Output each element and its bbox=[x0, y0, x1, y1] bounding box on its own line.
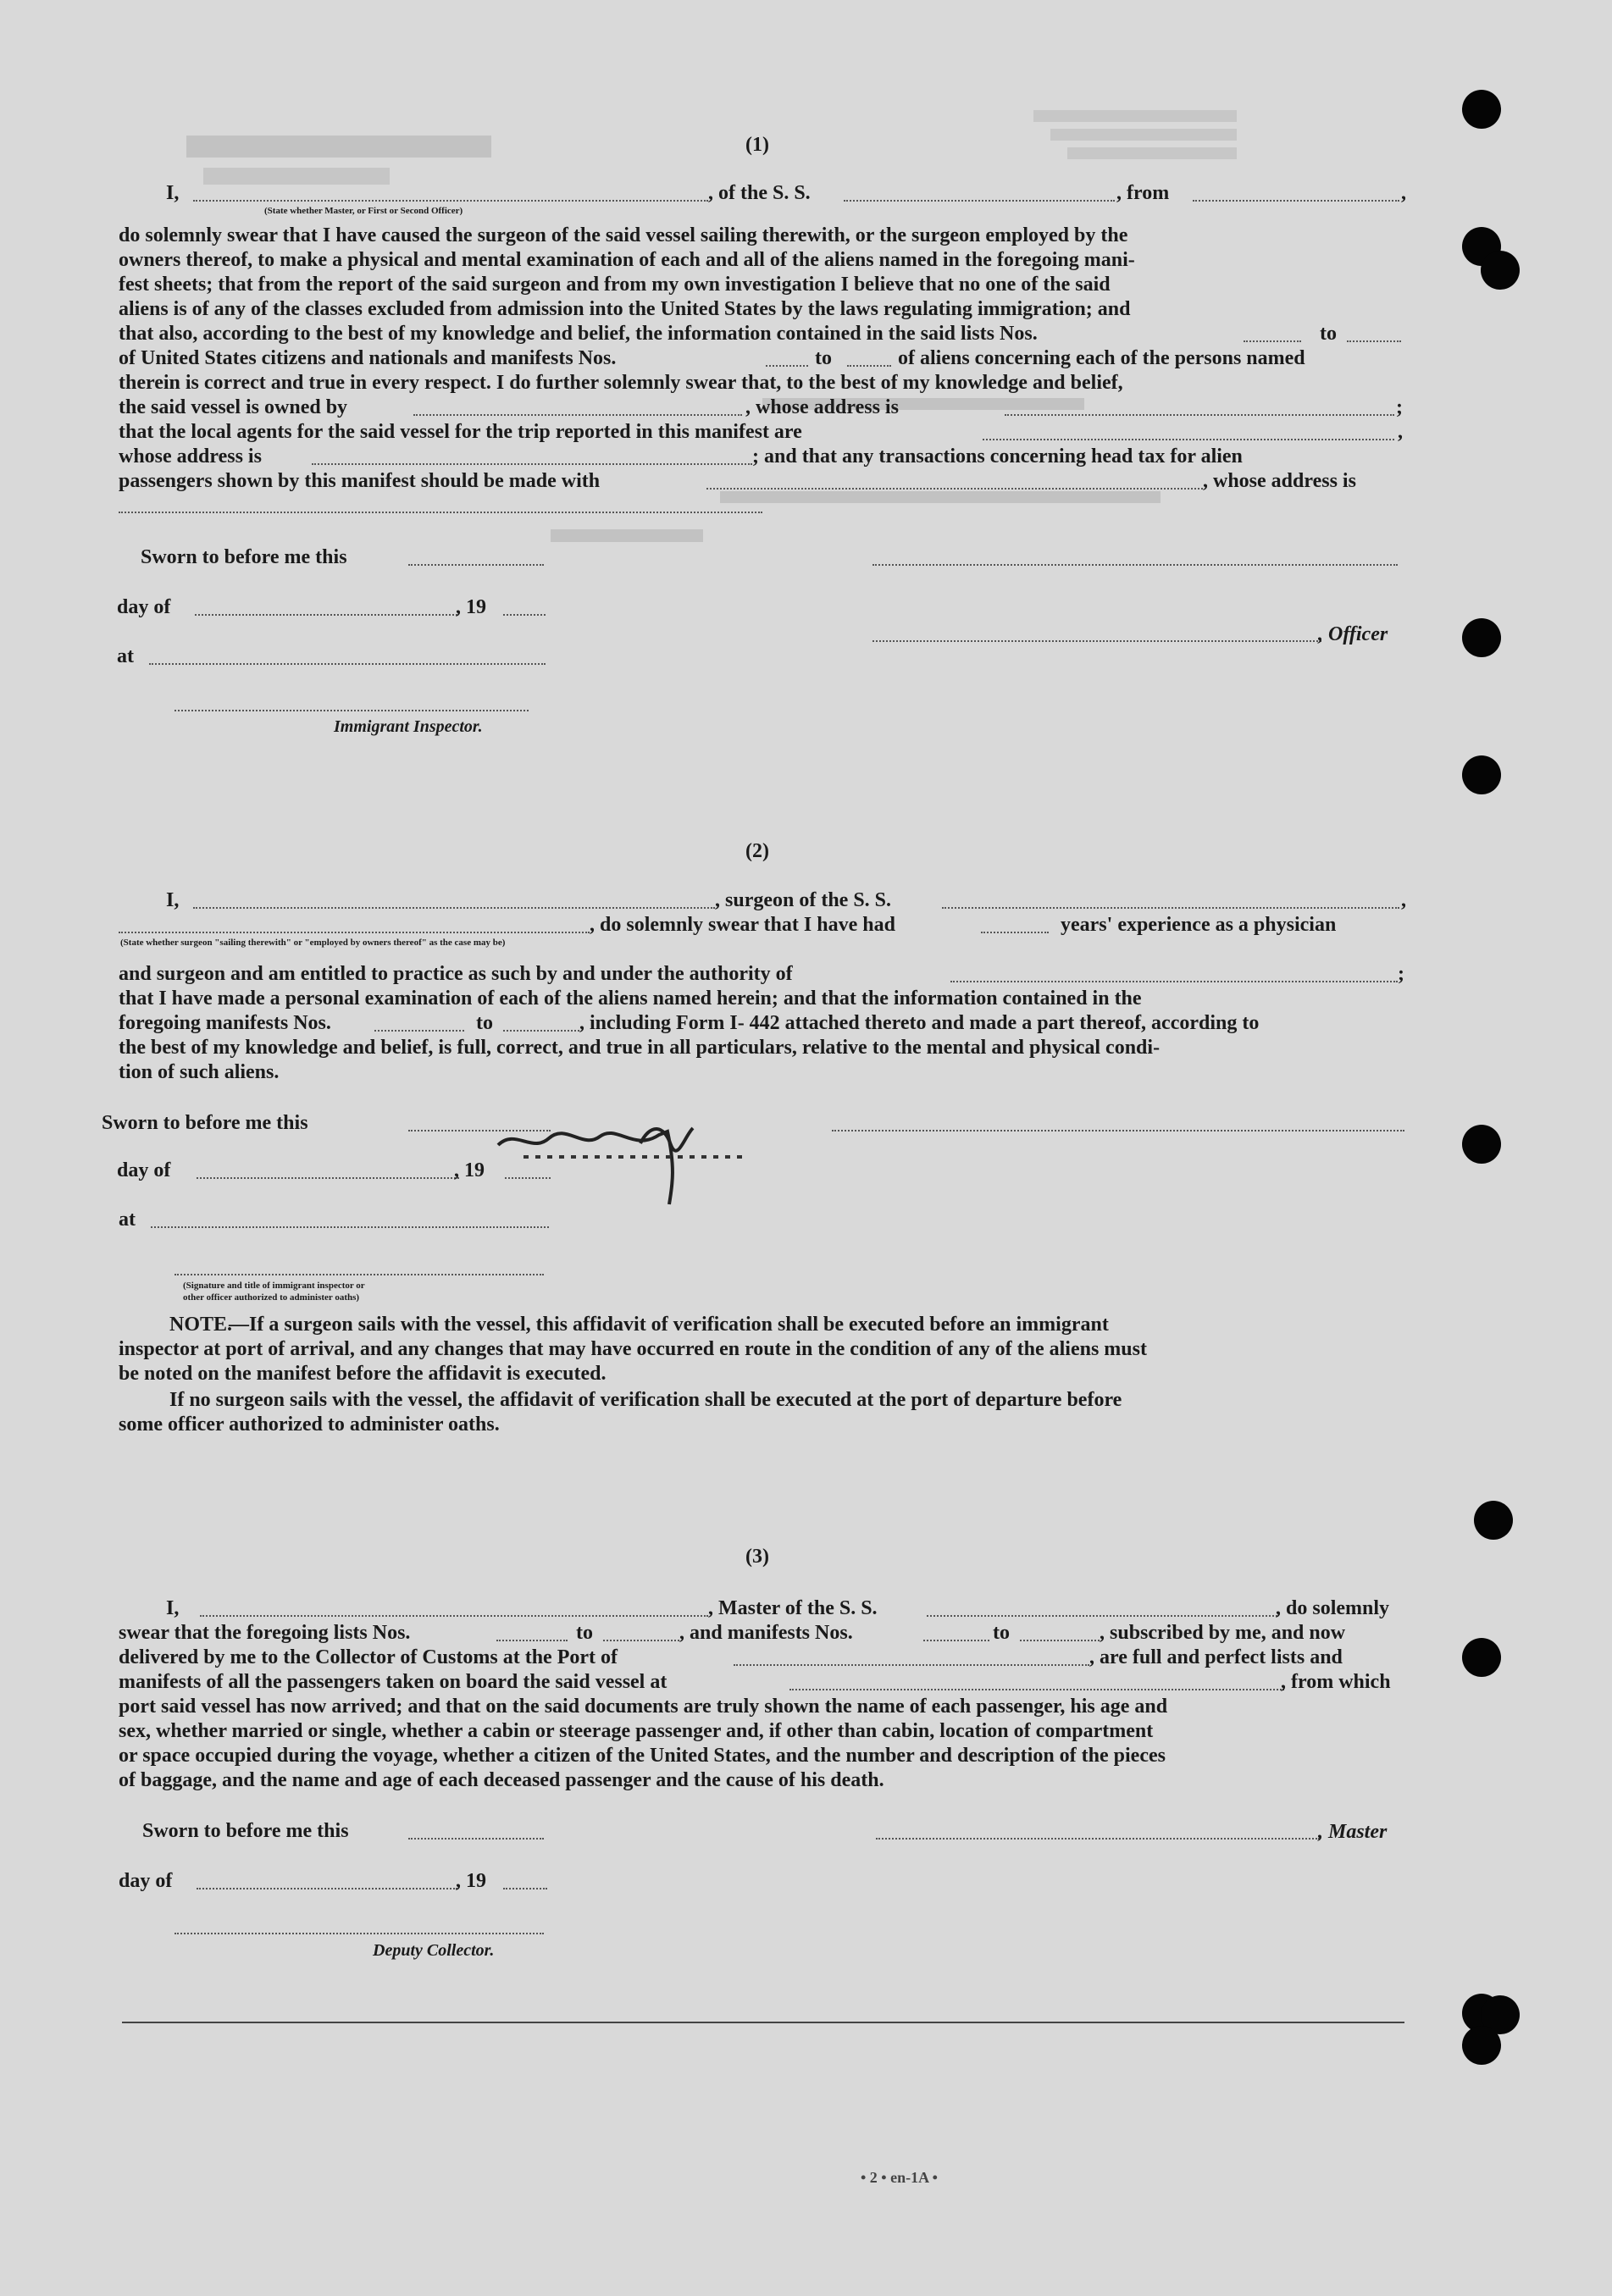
authorized-officer-signature-field[interactable] bbox=[174, 1274, 544, 1275]
officer-name-field[interactable] bbox=[193, 200, 708, 202]
note-text: —If a surgeon sails with the vessel, this affidavit of verification shall be executed before an immigrant bbox=[229, 1314, 1109, 1336]
note-label: NOTE. bbox=[169, 1314, 233, 1336]
lists-no-to-field[interactable] bbox=[1347, 340, 1401, 342]
master-label: , Master bbox=[1318, 1821, 1388, 1843]
from-which-text: , from which bbox=[1281, 1671, 1391, 1693]
semicolon: ; bbox=[1396, 396, 1403, 418]
year-prefix: , 19 bbox=[454, 1159, 485, 1181]
officer-label: , Officer bbox=[1318, 623, 1388, 645]
surgeon-of-label: , surgeon of the S. S. bbox=[715, 889, 892, 911]
surgeon-name-field[interactable] bbox=[193, 907, 715, 909]
affidavit-line: therein is correct and true in every respect. I do further solemnly swear that, to the best of my knowledge and belief, bbox=[119, 372, 1123, 394]
year-field[interactable] bbox=[505, 1177, 551, 1179]
comma: , bbox=[1401, 182, 1406, 204]
month-field[interactable] bbox=[197, 1177, 459, 1179]
inspector-label: Immigrant Inspector. bbox=[334, 717, 483, 736]
year-field[interactable] bbox=[503, 1888, 547, 1889]
local-agents-field[interactable] bbox=[983, 439, 1394, 440]
passengers-text: passengers shown by this manifest should be made with bbox=[119, 470, 601, 492]
to-label: to bbox=[993, 1622, 1010, 1644]
section-1-i: I, bbox=[166, 182, 180, 204]
and-surgeon-text: and surgeon and am entitled to practice as such by and under the authority of bbox=[119, 963, 793, 985]
from-label: , from bbox=[1116, 182, 1170, 204]
punch-hole bbox=[1462, 755, 1501, 794]
head-tax-address-field[interactable] bbox=[119, 512, 762, 513]
affidavit-line: do solemnly swear that I have caused the surgeon of the said vessel sailing therewith, or the surgeon employed by the bbox=[119, 224, 1128, 246]
owner-address-field[interactable] bbox=[1005, 414, 1394, 416]
do-solemnly-text: , do solemnly bbox=[1276, 1597, 1390, 1619]
sworn-day-field[interactable] bbox=[408, 564, 544, 566]
manifests-no-to-field[interactable] bbox=[847, 365, 891, 367]
master-name-field[interactable] bbox=[200, 1615, 708, 1617]
port-of-field[interactable] bbox=[734, 1664, 1089, 1666]
to-label: to bbox=[576, 1622, 593, 1644]
delivered-text: delivered by me to the Collector of Customs at the Port of bbox=[119, 1646, 618, 1668]
subscribed-text: , subscribed by me, and now bbox=[1100, 1622, 1346, 1644]
sworn-label: Sworn to before me this bbox=[142, 1820, 349, 1842]
surgeon-vessel-field[interactable] bbox=[942, 907, 1399, 909]
of-the-ss-label: , of the S. S. bbox=[708, 182, 811, 204]
note-text: some officer authorized to administer oaths. bbox=[119, 1414, 500, 1436]
officer-signature-field-2[interactable] bbox=[872, 640, 1321, 642]
section-2-number: (2) bbox=[745, 840, 769, 862]
whose-address-label: , whose address is bbox=[1203, 470, 1356, 492]
master-of-label: , Master of the S. S. bbox=[708, 1597, 878, 1619]
vessel-name-field[interactable] bbox=[844, 200, 1115, 202]
owned-by-label: the said vessel is owned by bbox=[119, 396, 348, 418]
affidavit-line: that also, according to the best of my knowledge and belief, the information contained in the said lists Nos. bbox=[119, 323, 1038, 345]
from-port-field[interactable] bbox=[1193, 200, 1399, 202]
manifests-no-to-field[interactable] bbox=[1020, 1640, 1100, 1641]
affidavit-line: of United States citizens and nationals and manifests Nos. bbox=[119, 347, 617, 369]
note-text: inspector at port of arrival, and any changes that may have occurred en route in the condition of any of the aliens must bbox=[119, 1338, 1147, 1360]
years-experience-text: years' experience as a physician bbox=[1061, 914, 1337, 936]
master-vessel-field[interactable] bbox=[927, 1615, 1277, 1617]
best-text: the best of my knowledge and belief, is full, correct, and true in all particulars, relative to the mental and physical condi- bbox=[119, 1037, 1161, 1059]
head-tax-agent-field[interactable] bbox=[706, 488, 1203, 490]
place-field[interactable] bbox=[151, 1226, 549, 1228]
master-oath-line: sex, whether married or single, whether a cabin or steerage passenger and, if other than cabin, location of compartment bbox=[119, 1720, 1154, 1742]
foregoing-label: foregoing manifests Nos. bbox=[119, 1012, 331, 1034]
to-label: to bbox=[815, 347, 832, 369]
deputy-collector-label: Deputy Collector. bbox=[373, 1941, 495, 1960]
semicolon: ; bbox=[1398, 963, 1404, 985]
inspector-signature-field[interactable] bbox=[174, 710, 529, 711]
day-of-label: day of bbox=[117, 596, 171, 618]
tion-text: tion of such aliens. bbox=[119, 1061, 280, 1083]
manifests-all-text: manifests of all the passengers taken on board the said vessel at bbox=[119, 1671, 668, 1693]
officer-signature-field-1[interactable] bbox=[872, 564, 1398, 566]
punch-hole bbox=[1462, 1125, 1501, 1164]
note-text: be noted on the manifest before the affidavit is executed. bbox=[119, 1363, 607, 1385]
punch-hole bbox=[1474, 1501, 1513, 1540]
local-agents-label: that the local agents for the said vessel for the trip reported in this manifest are bbox=[119, 421, 802, 443]
lists-no-from-field[interactable] bbox=[496, 1640, 568, 1641]
deputy-collector-signature-field[interactable] bbox=[174, 1933, 544, 1934]
owned-by-field[interactable] bbox=[413, 414, 742, 416]
manifests-no-from-field[interactable] bbox=[923, 1640, 989, 1641]
swear-lists-text: swear that the foregoing lists Nos. bbox=[119, 1622, 411, 1644]
punch-hole bbox=[1462, 1638, 1501, 1677]
bottom-divider bbox=[122, 2022, 1404, 2023]
day-of-label: day of bbox=[117, 1159, 171, 1181]
section-2-i: I, bbox=[166, 889, 180, 911]
years-experience-field[interactable] bbox=[981, 932, 1049, 933]
at-label: at bbox=[119, 1209, 136, 1231]
master-signature-field[interactable] bbox=[876, 1838, 1320, 1840]
lists-no-to-field[interactable] bbox=[603, 1640, 679, 1641]
master-oath-line: or space occupied during the voyage, whether a citizen of the United States, and the number and description of the pieces bbox=[119, 1745, 1166, 1767]
and-manifests-text: , and manifests Nos. bbox=[679, 1622, 853, 1644]
officer-rank-note: (State whether Master, or First or Second Officer) bbox=[264, 206, 463, 216]
surgeon-status-note: (State whether surgeon "sailing therewith" or "employed by owners thereof" as the case may be) bbox=[120, 938, 506, 948]
do-swear-text: , do solemnly swear that I have had bbox=[590, 914, 895, 936]
signature-title-note: (Signature and title of immigrant inspector or bbox=[183, 1281, 365, 1291]
agents-address-field[interactable] bbox=[312, 463, 752, 465]
whose-address-label: whose address is bbox=[119, 445, 262, 467]
surgeon-manifests-to-field[interactable] bbox=[503, 1030, 579, 1032]
day-of-label: day of bbox=[119, 1870, 173, 1892]
section-3-number: (3) bbox=[745, 1546, 769, 1568]
affidavit-line: owners thereof, to make a physical and mental examination of each and all of the aliens named in the foregoing mani- bbox=[119, 249, 1135, 271]
affidavit-line: aliens is of any of the classes excluded from admission into the United States by the laws regulating immigration; and bbox=[119, 298, 1131, 320]
surgeon-status-field[interactable] bbox=[119, 932, 590, 933]
of-aliens-text: of aliens concerning each of the persons named bbox=[898, 347, 1305, 369]
place-field[interactable] bbox=[149, 663, 546, 665]
page-footer-mark: • 2 • en-1A • bbox=[861, 2169, 938, 2186]
sworn-label: Sworn to before me this bbox=[141, 546, 347, 568]
master-oath-line: of baggage, and the name and age of each deceased passenger and the cause of his death. bbox=[119, 1769, 884, 1791]
month-field[interactable] bbox=[197, 1888, 457, 1889]
boarding-port-field[interactable] bbox=[789, 1689, 1284, 1690]
punch-hole bbox=[1462, 618, 1501, 657]
surgeon-signature-field[interactable] bbox=[832, 1130, 1404, 1131]
comma: , bbox=[1398, 421, 1403, 443]
master-oath-line: port said vessel has now arrived; and that on the said documents are truly shown the name of each passenger, his age and bbox=[119, 1696, 1168, 1718]
lists-no-from-field[interactable] bbox=[1244, 340, 1301, 342]
note-text: If no surgeon sails with the vessel, the affidavit of verification shall be executed at the port of departure before bbox=[169, 1389, 1122, 1411]
sworn-day-field[interactable] bbox=[408, 1838, 544, 1840]
surgeon-manifests-from-field[interactable] bbox=[374, 1030, 464, 1032]
year-field[interactable] bbox=[503, 614, 546, 616]
including-text: , including Form I- 442 attached thereto and made a part thereof, according to bbox=[579, 1012, 1260, 1034]
manifests-no-from-field[interactable] bbox=[766, 365, 808, 367]
whose-address-label: , whose address is bbox=[745, 396, 899, 418]
to-label: to bbox=[1320, 323, 1337, 345]
full-perfect-text: , are full and perfect lists and bbox=[1089, 1646, 1343, 1668]
signature-scribble bbox=[490, 1120, 761, 1213]
to-label: to bbox=[476, 1012, 493, 1034]
year-prefix: , 19 bbox=[456, 1870, 486, 1892]
sworn-label: Sworn to before me this bbox=[102, 1112, 308, 1134]
section-1-number: (1) bbox=[745, 134, 769, 156]
signature-title-note: other officer authorized to administer oaths) bbox=[183, 1292, 360, 1303]
head-tax-text: ; and that any transactions concerning head tax for alien bbox=[752, 445, 1243, 467]
authority-field[interactable] bbox=[950, 981, 1398, 982]
year-prefix: , 19 bbox=[456, 596, 486, 618]
punch-hole bbox=[1462, 2026, 1501, 2065]
personal-exam-text: that I have made a personal examination of each of the aliens named herein; and that the information contained in the bbox=[119, 988, 1142, 1010]
affidavit-line: fest sheets; that from the report of the said surgeon and from my own investigation I believe that no one of the said bbox=[119, 274, 1111, 296]
month-field[interactable] bbox=[195, 614, 457, 616]
section-3-i: I, bbox=[166, 1597, 180, 1619]
at-label: at bbox=[117, 645, 134, 667]
comma: , bbox=[1401, 889, 1406, 911]
